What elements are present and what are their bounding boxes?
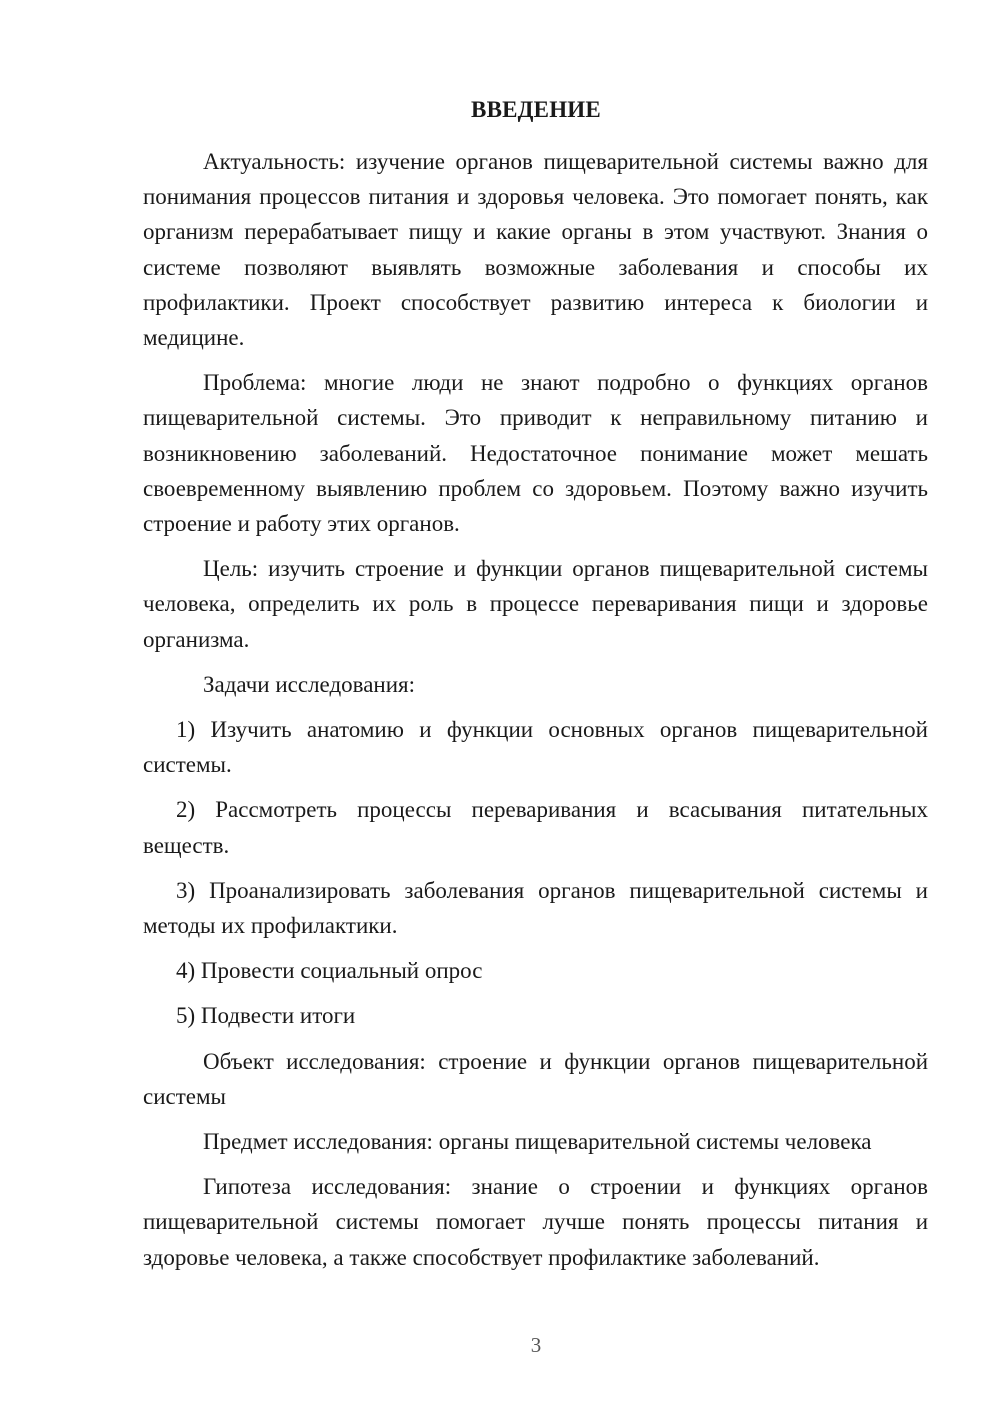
relevance-paragraph: Актуальность: изучение органов пищеварительной системы важно для понимания процессов питания и здоровья человека. Это помогает понять, как организм перерабатывает пищу и какие органы в этом участвуют. Знания о системе позволяют выявлять возможные заболевания и способы их профилактики. Проект способствует развитию интереса к биологии и медицине. [143, 149, 928, 351]
subject-paragraph: Предмет исследования: органы пищеварительной системы человека [203, 1129, 872, 1155]
task-item-2: 2) Рассмотреть процессы переваривания и всасывания питательных веществ. [143, 797, 928, 858]
task-item-3: 3) Проанализировать заболевания органов пищеварительной системы и методы их профилактики. [143, 877, 928, 939]
tasks-heading: Задачи исследования: [203, 671, 416, 697]
object-paragraph: Объект исследования: строение и функции органов пищеварительной системы [143, 1048, 928, 1109]
problem-paragraph: Проблема: многие люди не знают подробно о функциях органов пищеварительной системы. Это приводит к неправильному питанию и возникновению заболеваний. Недостаточное понимание может мешать своевременному выявлению проблем со здоровьем. Поэтому важно изучить строение и работу этих органов. [143, 370, 928, 537]
page-title: ВВЕДЕНИЕ [471, 97, 601, 122]
document-body [143, 144, 928, 1285]
task-item-1: 1) Изучить анатомию и функции основных органов пищеварительной системы. [143, 717, 928, 778]
task-item-5: 5) Подвести итоги [176, 1003, 356, 1029]
task-item-4: 4) Провести социальный опрос [176, 958, 483, 984]
page-number: 3 [530, 1333, 542, 1357]
hypothesis-paragraph: Гипотеза исследования: знание о строении и функциях органов пищеварительной системы помогает лучше понять процессы питания и здоровье человека, а также способствует профилактике заболеваний. [143, 1174, 928, 1270]
goal-paragraph: Цель: изучить строение и функции органов пищеварительной системы человека, определить их роль в процессе переваривания пищи и здоровье организма. [143, 556, 928, 652]
